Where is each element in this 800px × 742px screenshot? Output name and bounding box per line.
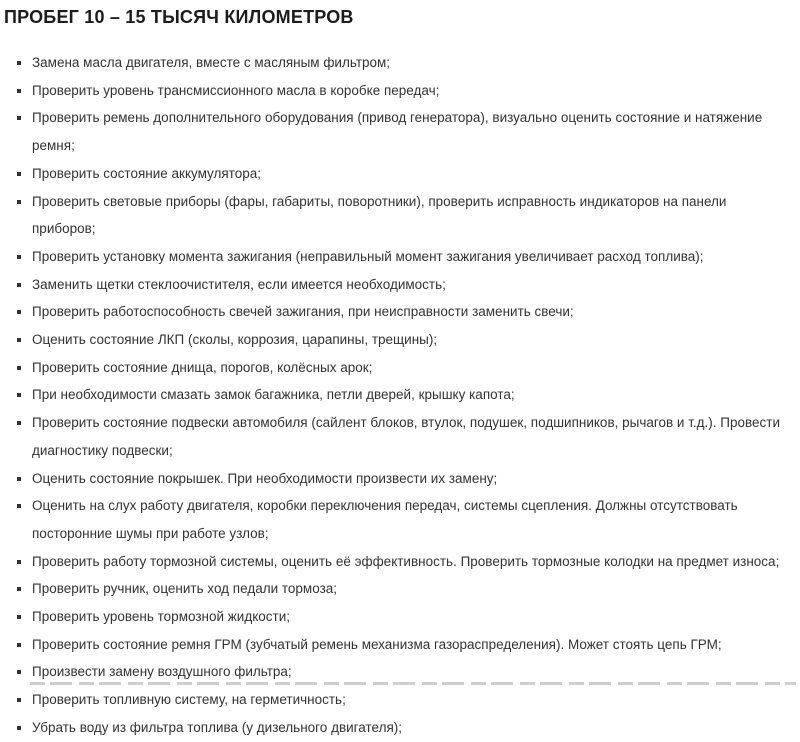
bullet-square-icon <box>17 698 21 702</box>
checklist-item-text: Проверить топливную систему, на герметичность; <box>32 692 346 708</box>
cutoff-next-text-line <box>30 682 796 685</box>
checklist-item <box>32 575 790 603</box>
checklist-item <box>32 686 790 714</box>
checklist-item-text: Оценить на слух работу двигателя, коробки переключения передач, системы сцепления. Должны отсутствовать посторонние шумы при работе узлов; <box>32 498 738 541</box>
checklist-item-text: Заменить щетки стеклоочистителя, если имеется необходимость; <box>32 276 446 292</box>
checklist-item-text: Проверить уровень трансмиссионного масла в коробке передач; <box>32 82 440 98</box>
bullet-square-icon <box>17 310 21 314</box>
checklist-item-text: Проверить ремень дополнительного оборудования (привод генератора), визуально оценить состояние и натяжение ремня; <box>32 110 763 154</box>
bullet-square-icon <box>17 477 21 481</box>
checklist-item <box>32 354 790 382</box>
bullet-square-icon <box>17 283 21 287</box>
bullet-square-icon <box>17 643 21 647</box>
bullet-square-icon <box>17 366 21 370</box>
checklist-item-text: Убрать воду из фильтра топлива (у дизельного двигателя); <box>32 719 403 735</box>
checklist-item <box>32 271 790 299</box>
checklist-item <box>32 492 790 547</box>
checklist-item <box>32 465 790 493</box>
checklist-item <box>32 548 790 576</box>
bullet-square-icon <box>17 172 21 176</box>
checklist-item <box>32 104 790 159</box>
bullet-square-icon <box>17 504 21 508</box>
checklist-item <box>32 409 790 464</box>
checklist-item <box>32 188 790 243</box>
checklist-item-text: Проверить световые приборы (фары, габариты, поворотники), проверить исправность индикаторов на панели приборов; <box>32 193 727 237</box>
checklist-item <box>32 631 790 659</box>
checklist-item <box>32 298 790 326</box>
checklist-item <box>32 381 790 409</box>
bullet-square-icon <box>17 338 21 342</box>
bullet-square-icon <box>17 393 21 397</box>
bullet-square-icon <box>17 615 21 619</box>
checklist-item <box>32 326 790 354</box>
bullet-square-icon <box>17 255 21 259</box>
page-title: ПРОБЕГ 10 – 15 ТЫСЯЧ КИЛОМЕТРОВ <box>4 7 354 27</box>
checklist-item-text: Проверить уровень тормозной жидкости; <box>32 609 291 625</box>
maintenance-checklist <box>0 49 800 742</box>
checklist-item <box>32 243 790 271</box>
checklist-item-text: Проверить работу тормозной системы, оценить её эффективность. Проверить тормозные колодки на предмет износа; <box>32 553 780 569</box>
bullet-square-icon <box>17 587 21 591</box>
checklist-item-text: Проверить установку момента зажигания (неправильный момент зажигания увеличивает расход топлива); <box>32 248 704 264</box>
bullet-square-icon <box>17 61 21 65</box>
bullet-square-icon <box>17 116 21 120</box>
bullet-square-icon <box>17 89 21 93</box>
checklist-item <box>32 160 790 188</box>
checklist-item-text: Оценить состояние покрышек. При необходимости произвести их замену; <box>32 470 498 486</box>
checklist-item-text: Произвести замену воздушного фильтра; <box>32 664 292 680</box>
checklist-item-text: Проверить состояние аккумулятора; <box>32 165 261 181</box>
checklist-item-text: Проверить состояние ремня ГРМ (зубчатый ремень механизма газораспределения). Может стоять цепь ГРМ; <box>32 636 722 652</box>
checklist-item-text: Оценить состояние ЛКП (сколы, коррозия, царапины, трещины); <box>32 332 438 348</box>
bullet-square-icon <box>17 421 21 425</box>
bullet-square-icon <box>17 200 21 204</box>
checklist-item-text: Проверить работоспособность свечей зажигания, при неисправности заменить свечи; <box>32 304 574 320</box>
checklist-item-text: При необходимости смазать замок багажника, петли дверей, крышку капота; <box>32 387 515 403</box>
checklist-item <box>32 603 790 631</box>
checklist-item-text: Замена масла двигателя, вместе с масляным фильтром; <box>32 55 391 70</box>
checklist-item-text: Проверить состояние днища, порогов, колёсных арок; <box>32 359 373 375</box>
checklist-item-text: Проверить ручник, оценить ход педали тормоза; <box>32 581 338 597</box>
checklist-item-text: Проверить состояние подвески автомобиля (сайлент блоков, втулок, подушек, подшипников, рычагов и т.д.). Провести диагностику подвески; <box>32 415 781 458</box>
bullet-square-icon <box>17 726 21 730</box>
checklist-item <box>32 77 790 105</box>
bullet-square-icon <box>17 670 21 674</box>
checklist-item <box>32 714 790 742</box>
bullet-square-icon <box>17 560 21 564</box>
checklist-item <box>32 49 790 77</box>
